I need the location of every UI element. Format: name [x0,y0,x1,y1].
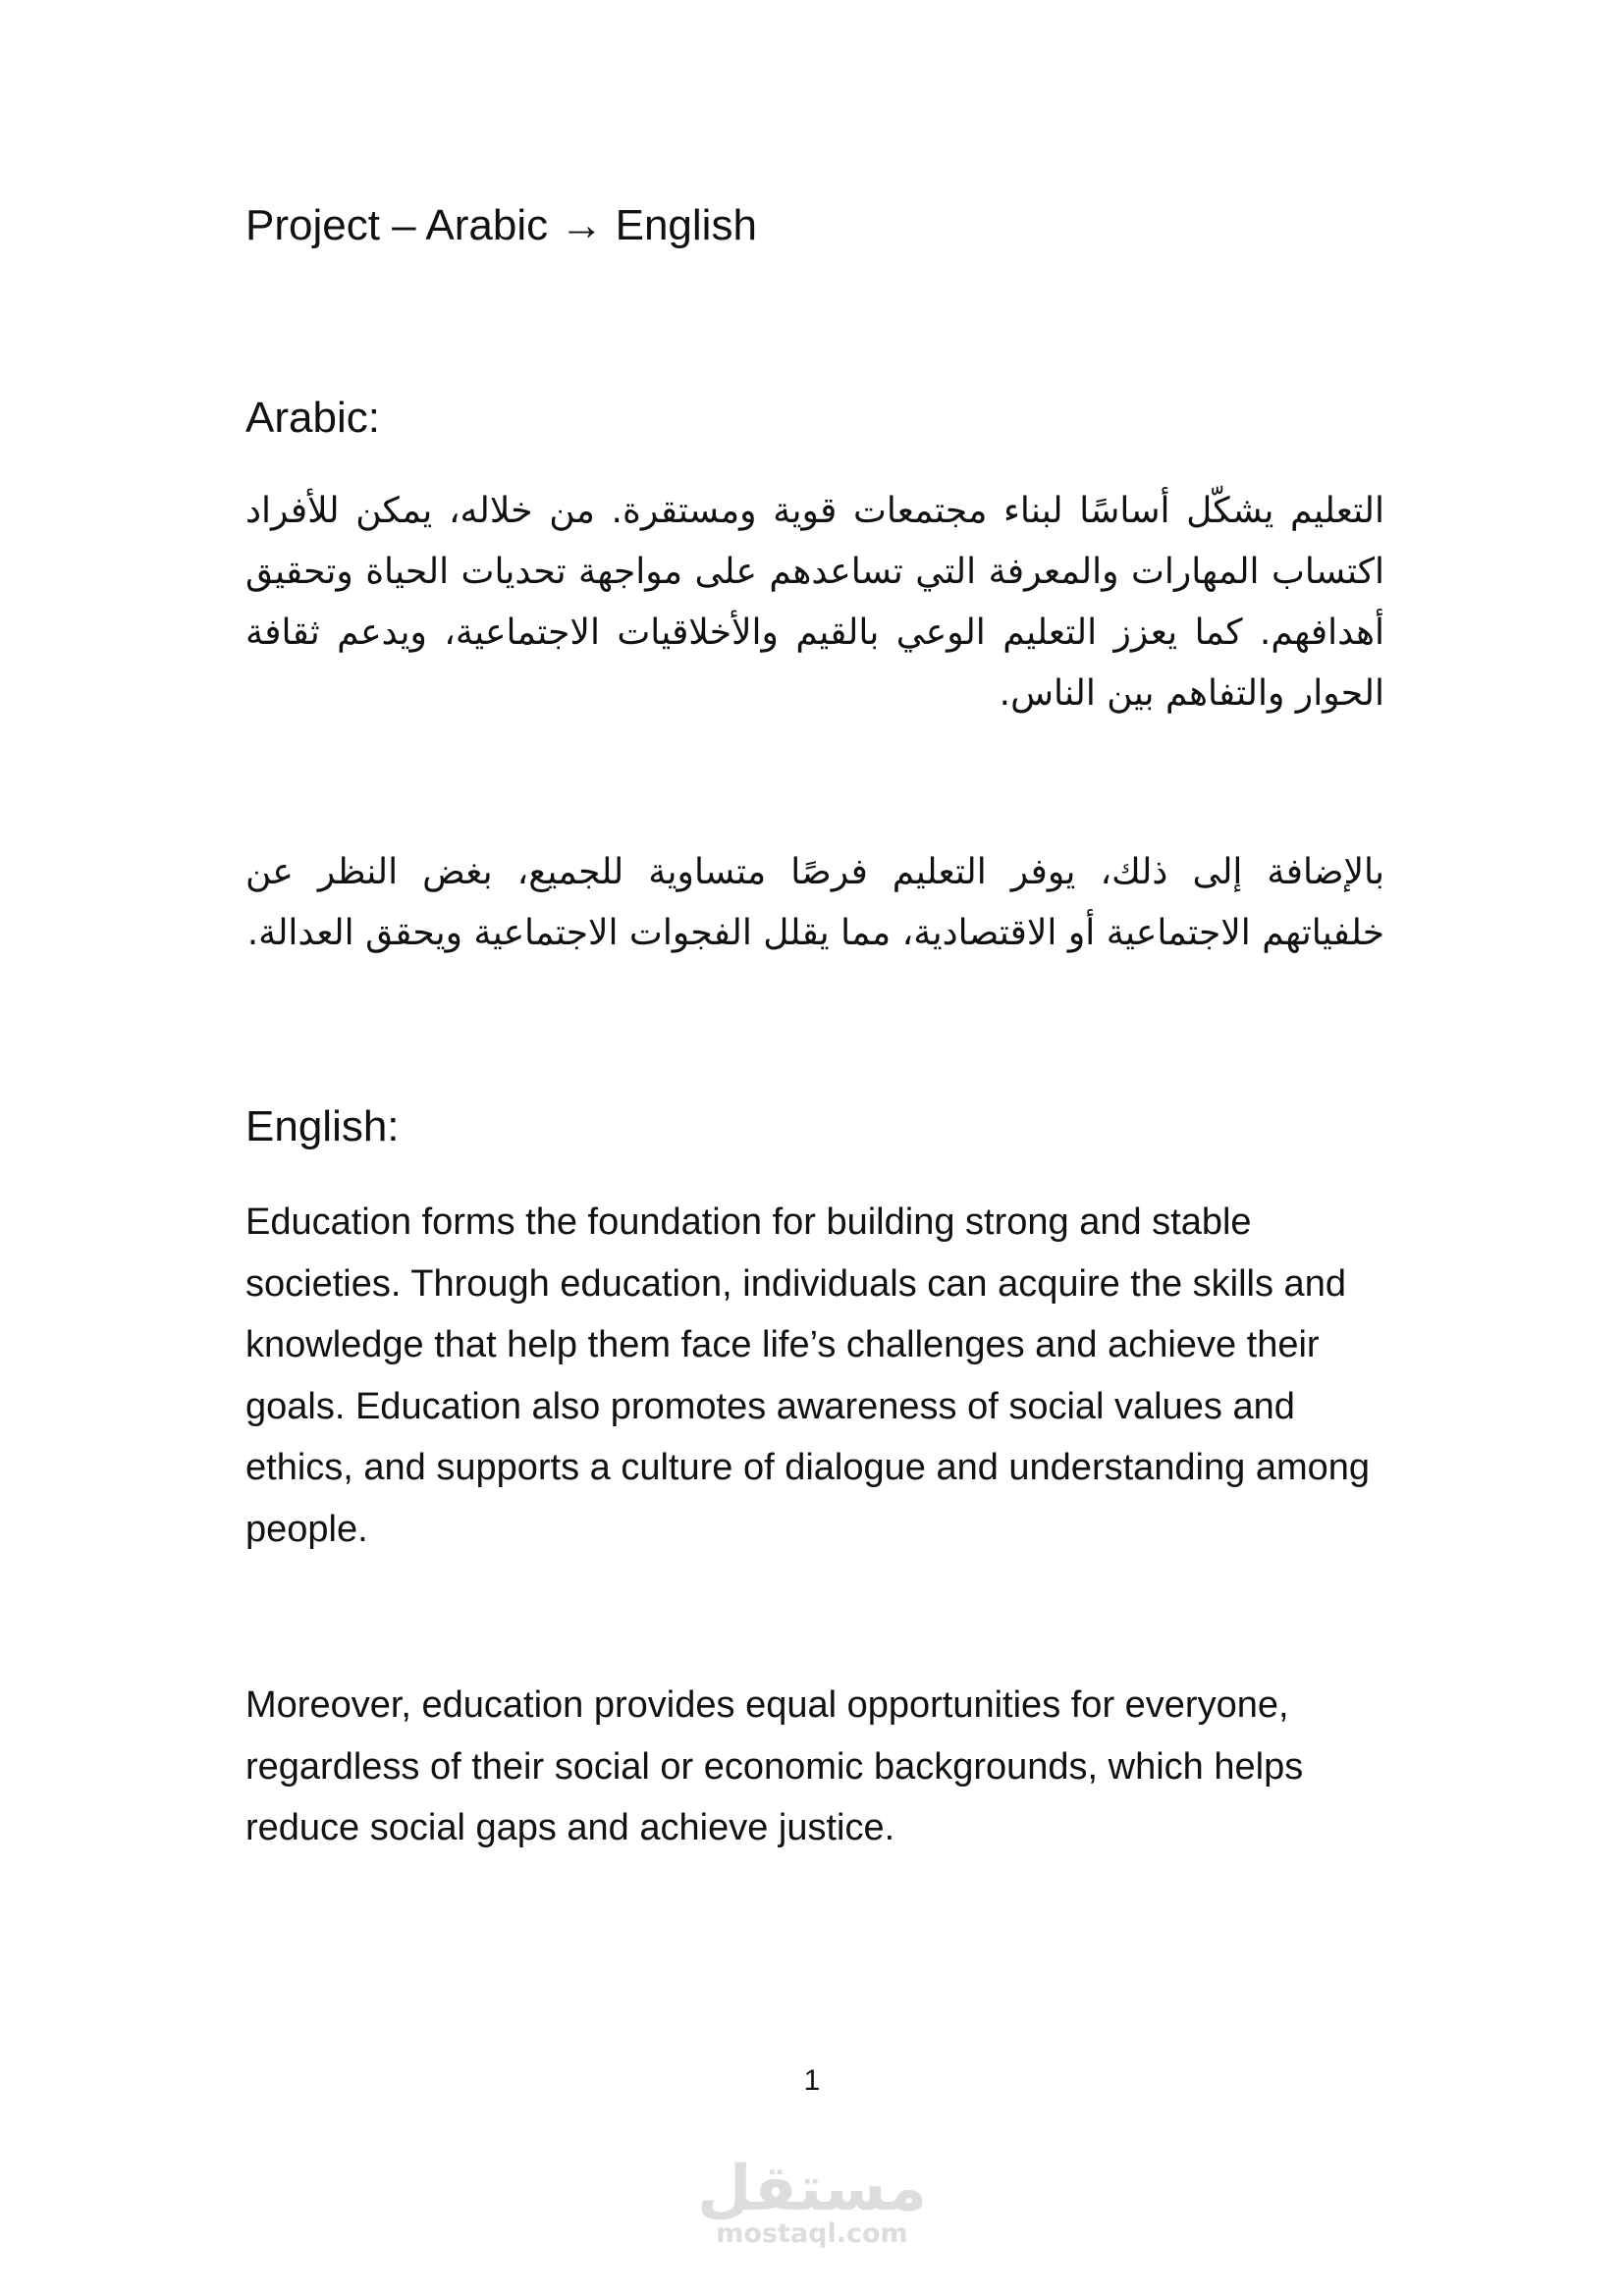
watermark-url: mostaql.com [716,2218,908,2249]
english-paragraph-2: Moreover, education provides equal opportunities for everyone, regardless of their social or economic backgrounds, which helps reduce social gaps and achieve justice. [245,1684,1304,1848]
mostaql-watermark [687,2155,937,2249]
watermark-logo-text: مستقل [696,2153,928,2225]
arabic-paragraph-2: بالإضافة إلى ذلك، يوفر التعليم فرصًا متساوية للجميع، بغض النظر عن خلفياتهم الاجتماعية أو الاقتصادية، مما يقلل الفجوات الاجتماعية ويحقق العدالة. [245,852,1384,953]
english-paragraph-1: Education forms the foundation for building strong and stable societies. Through education, individuals can acquire the skills and knowledge that help them face life’s challenges and achieve their goals. Education also promotes awareness of social values and ethics, and supports a culture of dialogue and understanding among people. [245,1201,1371,1550]
arabic-heading: Arabic: [245,394,380,442]
arabic-paragraph-1: التعليم يشكّل أساسًا لبناء مجتمعات قوية ومستقرة. من خلاله، يمكن للأفراد اكتساب المهارات والمعرفة التي تساعدهم على مواجهة تحديات الحياة وتحقيق أهدافهم. كما يعزز التعليم الوعي بالقيم والأخلاقيات الاجتماعية، ويدعم ثقافة الحوار والتفاهم بين الناس. [245,491,1384,714]
document-title: Project – Arabic → English [245,201,757,249]
page-number: 1 [803,2064,821,2097]
english-heading: English: [245,1102,400,1150]
